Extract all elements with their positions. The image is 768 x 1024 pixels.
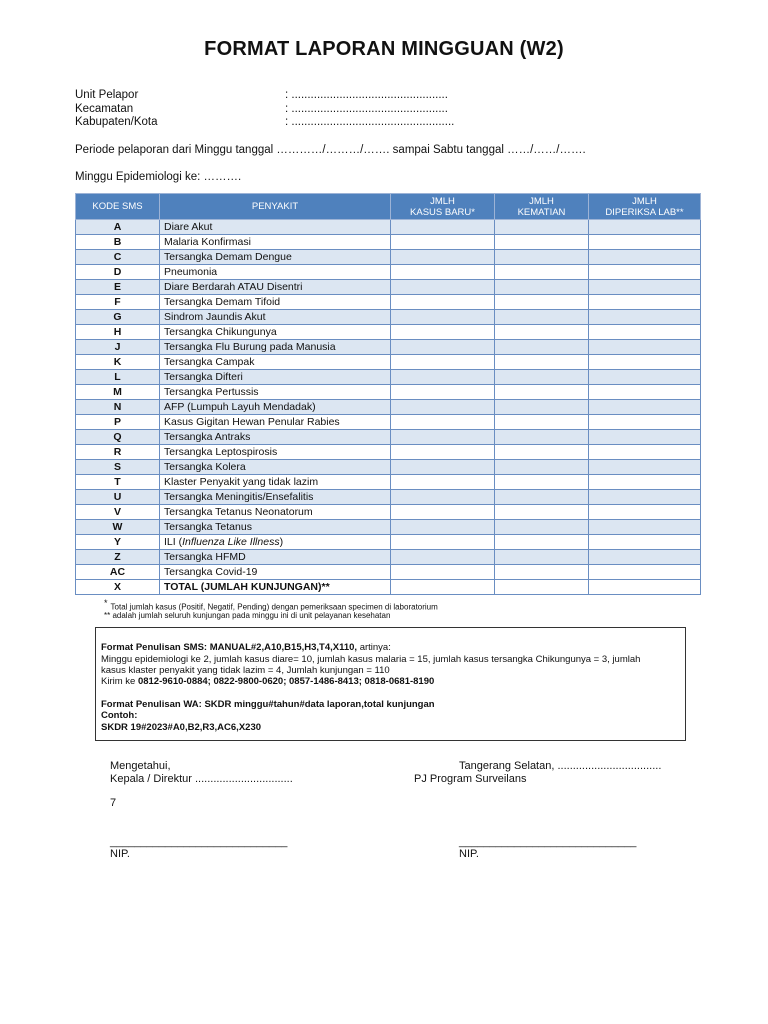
disease-cell: Malaria Konfirmasi <box>160 235 391 250</box>
sms-format-suffix: artinya: <box>357 642 391 653</box>
deaths-cell[interactable] <box>495 250 589 265</box>
disease-cell: Tersangka Leptospirosis <box>160 445 391 460</box>
field-value: : ................................................. <box>285 103 448 115</box>
sms-description-2: kasus klaster penyakit yang tidak lazim = 4, Jumlah kunjungan = 110 <box>101 665 390 676</box>
sms-format-line <box>101 642 391 653</box>
footnote-mark: * <box>104 598 108 608</box>
disease-cell: Pneumonia <box>160 265 391 280</box>
sms-code-cell: U <box>76 490 160 505</box>
new-cases-cell[interactable] <box>391 370 495 385</box>
deaths-cell[interactable] <box>495 340 589 355</box>
new-cases-cell[interactable] <box>391 505 495 520</box>
pj-label: PJ Program Surveilans <box>414 773 527 785</box>
deaths-cell[interactable] <box>495 295 589 310</box>
new-cases-cell[interactable] <box>391 220 495 235</box>
lab-tested-cell[interactable] <box>589 235 701 250</box>
table-row <box>76 445 701 460</box>
table-row <box>76 415 701 430</box>
new-cases-cell[interactable] <box>391 415 495 430</box>
lab-tested-cell[interactable] <box>589 310 701 325</box>
signature-line-left: _____________________________ <box>110 836 288 848</box>
disease-table <box>75 193 701 595</box>
lab-tested-cell[interactable] <box>589 280 701 295</box>
disease-cell: Tersangka Antraks <box>160 430 391 445</box>
place-date: Tangerang Selatan, .................................. <box>459 760 662 772</box>
table-row <box>76 535 701 550</box>
sms-format-title: Format Penulisan SMS: MANUAL#2,A10,B15,H3,T4,X110, <box>101 642 358 653</box>
deaths-cell[interactable] <box>495 355 589 370</box>
header-kode-sms: KODE SMS <box>76 194 160 220</box>
table-row <box>76 385 701 400</box>
sms-code-cell: R <box>76 445 160 460</box>
table-row <box>76 220 701 235</box>
disease-cell: Tersangka Tetanus Neonatorum <box>160 505 391 520</box>
instruction-box <box>95 627 686 741</box>
new-cases-cell[interactable] <box>391 325 495 340</box>
lab-tested-cell[interactable] <box>589 355 701 370</box>
field-label: Kabupaten/Kota <box>75 116 158 128</box>
wa-format-title: Format Penulisan WA: SKDR minggu#tahun#data laporan,total kunjungan <box>101 699 435 710</box>
new-cases-cell[interactable] <box>391 565 495 580</box>
lab-tested-cell[interactable] <box>589 445 701 460</box>
period-line: Periode pelaporan dari Minggu tanggal …………/………/……. sampai Sabtu tanggal ……/……/……. <box>75 144 586 156</box>
sms-code-cell: B <box>76 235 160 250</box>
deaths-cell[interactable] <box>495 235 589 250</box>
table-row <box>76 475 701 490</box>
deaths-cell[interactable] <box>495 385 589 400</box>
deaths-cell[interactable] <box>495 415 589 430</box>
signature-line-right: _____________________________ <box>459 836 637 848</box>
sms-code-cell: C <box>76 250 160 265</box>
lab-tested-cell[interactable] <box>589 430 701 445</box>
sms-code-cell: Q <box>76 430 160 445</box>
new-cases-cell[interactable] <box>391 490 495 505</box>
page-title: FORMAT LAPORAN MINGGUAN (W2) <box>204 38 564 60</box>
table-row <box>76 430 701 445</box>
disease-cell: Klaster Penyakit yang tidak lazim <box>160 475 391 490</box>
new-cases-cell[interactable] <box>391 580 495 595</box>
disease-cell: Tersangka Flu Burung pada Manusia <box>160 340 391 355</box>
sms-code-cell: D <box>76 265 160 280</box>
table-row <box>76 235 701 250</box>
head-director-label: Kepala / Direktur ................................ <box>110 773 293 785</box>
disease-cell: Tersangka Chikungunya <box>160 325 391 340</box>
disease-cell: Tersangka Pertussis <box>160 385 391 400</box>
lab-tested-cell[interactable] <box>589 460 701 475</box>
send-to-label: Kirim ke <box>101 676 138 687</box>
lab-tested-cell[interactable] <box>589 385 701 400</box>
table-row <box>76 295 701 310</box>
header-kasus-baru: JMLH KASUS BARU* <box>391 194 495 220</box>
new-cases-cell[interactable] <box>391 265 495 280</box>
table-row <box>76 400 701 415</box>
table-row <box>76 490 701 505</box>
footnote-2: ** adalah jumlah seluruh kunjungan pada minggu ini di unit pelayanan kesehatan <box>104 611 391 620</box>
sms-code-cell: V <box>76 505 160 520</box>
nip-right: NIP. <box>459 848 479 860</box>
sms-code-cell: G <box>76 310 160 325</box>
deaths-cell[interactable] <box>495 535 589 550</box>
header-penyakit: PENYAKIT <box>160 194 391 220</box>
new-cases-cell[interactable] <box>391 310 495 325</box>
disease-cell: Tersangka Meningitis/Ensefalitis <box>160 490 391 505</box>
new-cases-cell[interactable] <box>391 235 495 250</box>
lab-tested-cell[interactable] <box>589 535 701 550</box>
table-row <box>76 340 701 355</box>
field-value: : ................................................. <box>285 89 448 101</box>
new-cases-cell[interactable] <box>391 475 495 490</box>
deaths-cell[interactable] <box>495 265 589 280</box>
table-row <box>76 460 701 475</box>
table-row <box>76 370 701 385</box>
deaths-cell[interactable] <box>495 310 589 325</box>
deaths-cell[interactable] <box>495 475 589 490</box>
new-cases-cell[interactable] <box>391 430 495 445</box>
deaths-cell[interactable] <box>495 430 589 445</box>
new-cases-cell[interactable] <box>391 400 495 415</box>
new-cases-cell[interactable] <box>391 535 495 550</box>
deaths-cell[interactable] <box>495 445 589 460</box>
table-row <box>76 565 701 580</box>
table-row <box>76 355 701 370</box>
table-row <box>76 250 701 265</box>
lab-tested-cell[interactable] <box>589 340 701 355</box>
lab-tested-cell[interactable] <box>589 250 701 265</box>
sms-code-cell: E <box>76 280 160 295</box>
deaths-cell[interactable] <box>495 490 589 505</box>
lab-tested-cell[interactable] <box>589 490 701 505</box>
disease-cell: ILI (Influenza Like Illness) <box>160 535 391 550</box>
new-cases-cell[interactable] <box>391 520 495 535</box>
disease-cell: Tersangka HFMD <box>160 550 391 565</box>
lab-tested-cell[interactable] <box>589 295 701 310</box>
footnote-text: Total jumlah kasus (Positif, Negatif, Pending) dengan pemeriksaan specimen di laboratorium <box>110 602 438 612</box>
lab-tested-cell[interactable] <box>589 565 701 580</box>
disease-cell: Tersangka Demam Dengue <box>160 250 391 265</box>
table-row <box>76 310 701 325</box>
lab-tested-cell[interactable] <box>589 550 701 565</box>
deaths-cell[interactable] <box>495 460 589 475</box>
new-cases-cell[interactable] <box>391 280 495 295</box>
table-row <box>76 520 701 535</box>
new-cases-cell[interactable] <box>391 295 495 310</box>
sms-code-cell: Y <box>76 535 160 550</box>
deaths-cell[interactable] <box>495 220 589 235</box>
field-value: : ................................................... <box>285 116 455 128</box>
sms-code-cell: N <box>76 400 160 415</box>
sms-code-cell: J <box>76 340 160 355</box>
footnote-1 <box>104 598 438 612</box>
disease-cell: Tersangka Campak <box>160 355 391 370</box>
sms-code-cell: L <box>76 370 160 385</box>
lab-tested-cell[interactable] <box>589 580 701 595</box>
stray-number: 7 <box>110 797 117 809</box>
example-label: Contoh: <box>101 710 138 721</box>
table-row <box>76 265 701 280</box>
disease-cell: Diare Akut <box>160 220 391 235</box>
disease-cell: Tersangka Covid-19 <box>160 565 391 580</box>
sms-code-cell: S <box>76 460 160 475</box>
table-row <box>76 280 701 295</box>
acknowledge-label: Mengetahui, <box>110 760 171 772</box>
lab-tested-cell[interactable] <box>589 415 701 430</box>
lab-tested-cell[interactable] <box>589 370 701 385</box>
sms-code-cell: K <box>76 355 160 370</box>
deaths-cell[interactable] <box>495 565 589 580</box>
sms-code-cell: H <box>76 325 160 340</box>
deaths-cell[interactable] <box>495 280 589 295</box>
nip-left: NIP. <box>110 848 130 860</box>
new-cases-cell[interactable] <box>391 355 495 370</box>
header-kematian: JMLH KEMATIAN <box>495 194 589 220</box>
deaths-cell[interactable] <box>495 370 589 385</box>
sms-code-cell: W <box>76 520 160 535</box>
send-to-line <box>101 676 434 687</box>
epi-week-line: Minggu Epidemiologi ke: ………. <box>75 171 242 183</box>
disease-cell: Tersangka Kolera <box>160 460 391 475</box>
sms-code-cell: M <box>76 385 160 400</box>
table-row <box>76 325 701 340</box>
deaths-cell[interactable] <box>495 400 589 415</box>
deaths-cell[interactable] <box>495 550 589 565</box>
disease-cell: Kasus Gigitan Hewan Penular Rabies <box>160 415 391 430</box>
table-header-row <box>76 194 701 220</box>
table-row <box>76 505 701 520</box>
disease-cell: Sindrom Jaundis Akut <box>160 310 391 325</box>
sms-code-cell: T <box>76 475 160 490</box>
new-cases-cell[interactable] <box>391 385 495 400</box>
sms-description-1: Minggu epidemiologi ke 2, jumlah kasus diare= 10, jumlah kasus malaria = 15, jumlah kasus tersangka Chikungunya = 3, jumlah <box>101 654 641 665</box>
disease-cell: Tersangka Difteri <box>160 370 391 385</box>
lab-tested-cell[interactable] <box>589 520 701 535</box>
new-cases-cell[interactable] <box>391 250 495 265</box>
disease-cell: Tersangka Tetanus <box>160 520 391 535</box>
header-diperiksa-lab: JMLH DIPERIKSA LAB** <box>589 194 701 220</box>
sms-code-cell: F <box>76 295 160 310</box>
deaths-cell[interactable] <box>495 505 589 520</box>
lab-tested-cell[interactable] <box>589 220 701 235</box>
table-row <box>76 580 701 595</box>
lab-tested-cell[interactable] <box>589 505 701 520</box>
sms-code-cell: P <box>76 415 160 430</box>
lab-tested-cell[interactable] <box>589 475 701 490</box>
new-cases-cell[interactable] <box>391 550 495 565</box>
new-cases-cell[interactable] <box>391 445 495 460</box>
disease-cell: AFP (Lumpuh Layuh Mendadak) <box>160 400 391 415</box>
lab-tested-cell[interactable] <box>589 325 701 340</box>
sms-code-cell: A <box>76 220 160 235</box>
send-to-numbers: 0812-9610-0884; 0822-9800-0620; 0857-1486-8413; 0818-0681-8190 <box>137 676 435 687</box>
lab-tested-cell[interactable] <box>589 265 701 280</box>
table-row <box>76 550 701 565</box>
deaths-cell[interactable] <box>495 580 589 595</box>
sms-code-cell: X <box>76 580 160 595</box>
new-cases-cell[interactable] <box>391 340 495 355</box>
deaths-cell[interactable] <box>495 520 589 535</box>
example-value: SKDR 19#2023#A0,B2,R3,AC6,X230 <box>101 722 262 733</box>
field-label: Kecamatan <box>75 103 134 115</box>
disease-cell: Tersangka Demam Tifoid <box>160 295 391 310</box>
disease-cell: TOTAL (JUMLAH KUNJUNGAN)** <box>160 580 391 595</box>
disease-cell: Diare Berdarah ATAU Disentri <box>160 280 391 295</box>
field-label: Unit Pelapor <box>75 89 139 101</box>
sms-code-cell: AC <box>76 565 160 580</box>
new-cases-cell[interactable] <box>391 460 495 475</box>
sms-code-cell: Z <box>76 550 160 565</box>
lab-tested-cell[interactable] <box>589 400 701 415</box>
deaths-cell[interactable] <box>495 325 589 340</box>
